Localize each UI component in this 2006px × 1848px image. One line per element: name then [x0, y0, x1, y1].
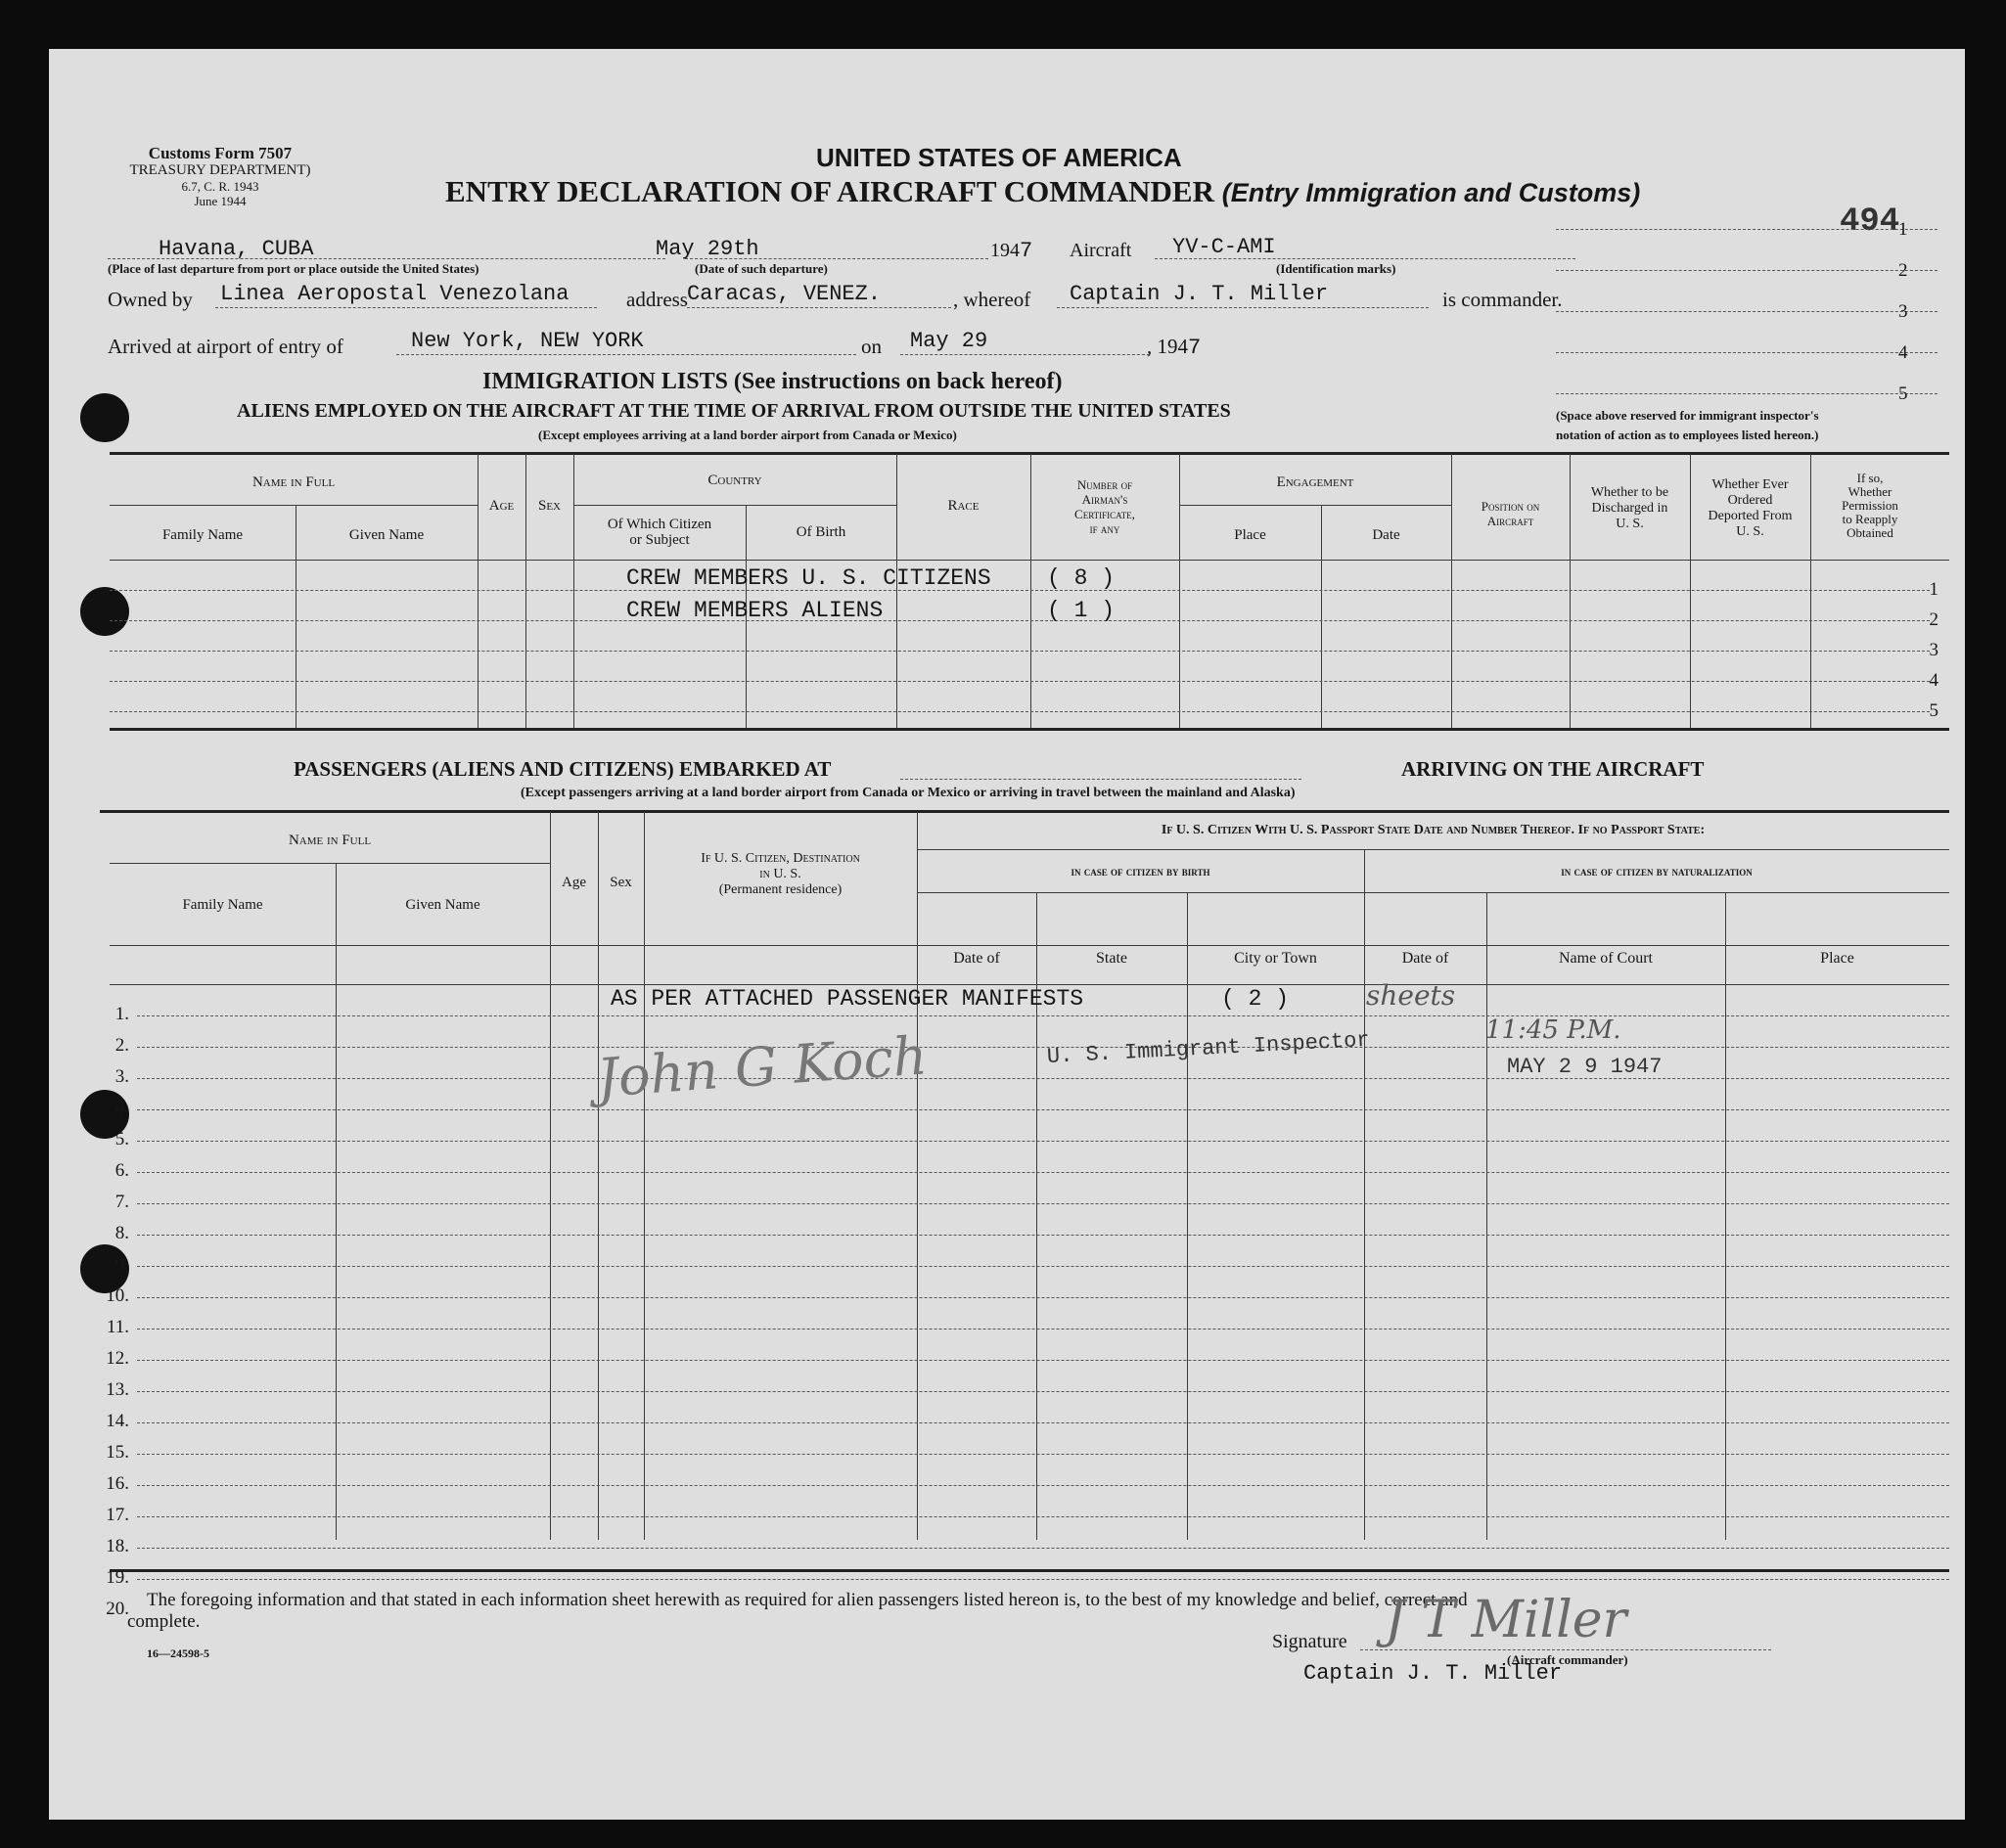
crew-row-3: 3 — [1929, 640, 1938, 660]
declaration-title — [445, 176, 1640, 206]
passenger-row-line — [137, 1266, 1949, 1267]
immigration-note: (Except employees arriving at a land border airport from Canada or Mexico) — [538, 428, 957, 442]
commander-suffix: is commander. — [1442, 288, 1563, 311]
passenger-row-line — [137, 1297, 1949, 1298]
pax-col-family: Family Name — [182, 897, 263, 913]
pax-col-given: Given Name — [405, 897, 480, 913]
passengers-note: (Except passengers arriving at a land border airport from Canada or Mexico or arriving in travel between the mainland and Alaska) — [521, 786, 1296, 800]
crew-col-airman-cert — [1030, 477, 1179, 536]
notation-line-3: 3 — [1898, 301, 1908, 322]
arrival-year-suffix: 7 — [1188, 336, 1202, 360]
declaration-main: ENTRY DECLARATION OF AIRCRAFT COMMANDER — [445, 174, 1214, 208]
crew-col-discharged-2: Discharged in — [1591, 501, 1668, 516]
immigration-subheading: ALIENS EMPLOYED ON THE AIRCRAFT AT THE TIME OF ARRIVAL FROM OUTSIDE THE UNITED STATES — [237, 400, 1231, 422]
document-page — [49, 49, 1965, 1820]
crew-col-position — [1451, 499, 1570, 528]
arrival-label: Arrived at airport of entry of — [108, 335, 343, 358]
form-regulation: 6.7, C. R. 1943 — [181, 179, 259, 194]
crew-col-sex: Sex — [537, 498, 561, 514]
footer-declaration: The foregoing information and that stated in each information sheet herewith as required for alien passengers listed hereon is, to the best of my knowledge and belief, correct and — [147, 1590, 1468, 1610]
notation-note-1: (Space above reserved for immigrant inspector's — [1556, 408, 1819, 423]
commander-signature: J T Miller — [1385, 1591, 1627, 1649]
arrival-on-label: on — [861, 335, 882, 358]
crew-col-airman-cert-3: Certificate, — [1074, 507, 1135, 521]
passenger-row-line — [137, 1485, 1949, 1486]
crew-col-deported — [1690, 477, 1810, 540]
crew-col-eng-place: Place — [1234, 527, 1266, 543]
crew-col-engagement: Engagement — [1276, 474, 1354, 490]
crew-entry-aliens: CREW MEMBERS ALIENS — [626, 598, 884, 623]
owner-address: Caracas, VENEZ. — [687, 282, 882, 306]
owner-name: Linea Aeropostal Venezolana — [220, 282, 570, 306]
passenger-row-line — [137, 1203, 1949, 1204]
pax-row-19: 19. — [106, 1567, 129, 1588]
pax-row-9: 9. — [114, 1254, 129, 1275]
crew-col-country: Country — [707, 473, 762, 488]
crew-row-1: 1 — [1929, 579, 1938, 600]
passenger-row-line — [137, 1391, 1949, 1392]
notation-line-2: 2 — [1898, 260, 1908, 281]
country-title: UNITED STATES OF AMERICA — [816, 143, 1182, 172]
aircraft-caption: (Identification marks) — [1276, 261, 1396, 276]
pax-col-passport-note: If U. S. Citizen With U. S. Passport State Date and Number Thereof. If no Passport State: — [1161, 823, 1706, 837]
manifest-sheets-count: ( 2 ) — [1221, 986, 1290, 1012]
footer-declaration-end: complete. — [127, 1611, 201, 1632]
crew-col-eng-date: Date — [1372, 527, 1400, 543]
print-code: 16—24598-5 — [147, 1646, 209, 1660]
crew-col-discharged-1: Whether to be — [1590, 485, 1669, 500]
departure-date-caption: (Date of such departure) — [695, 261, 828, 276]
departure-place-caption: (Place of last departure from port or place outside the United States) — [108, 261, 479, 276]
manifest-line: AS PER ATTACHED PASSENGER MANIFESTS — [611, 986, 1084, 1012]
form-number: Customs Form 7507 — [148, 144, 293, 162]
owned-by-label: Owned by — [108, 288, 193, 311]
notation-line-5: 5 — [1898, 383, 1908, 404]
crew-col-position-2: Aircraft — [1486, 514, 1534, 528]
notation-line-1: 1 — [1898, 219, 1908, 240]
pax-row-18: 18. — [106, 1536, 129, 1556]
departure-year-suffix: 7 — [1020, 239, 1033, 263]
crew-col-race: Race — [947, 498, 980, 514]
crew-col-age: Age — [488, 498, 515, 514]
pax-row-2: 2. — [114, 1035, 129, 1056]
pax-row-8: 8. — [114, 1223, 129, 1243]
departure-year-prefix: 194 — [990, 240, 1020, 261]
pax-col-place: Place — [1820, 950, 1854, 967]
pax-row-10: 10. — [106, 1285, 129, 1306]
pax-row-1: 1. — [114, 1004, 129, 1024]
whereof-label: , whereof — [953, 288, 1031, 311]
immigration-heading: IMMIGRATION LISTS (See instructions on back hereof) — [482, 369, 1063, 394]
pax-col-date-of: Date of — [953, 950, 1000, 967]
passenger-row-line — [137, 1329, 1949, 1330]
crew-col-reapply — [1810, 472, 1930, 540]
pax-row-6: 6. — [114, 1160, 129, 1181]
pax-col-court: Name of Court — [1559, 950, 1653, 967]
crew-col-reapply-2: Whether — [1847, 484, 1892, 499]
crew-col-airman-cert-4: if any — [1089, 521, 1120, 536]
pax-col-name: Name in Full — [288, 833, 372, 848]
pax-row-14: 14. — [106, 1411, 129, 1431]
crew-col-family: Family Name — [161, 527, 244, 543]
passenger-row-line — [137, 1078, 1949, 1079]
crew-col-name: Name in Full — [251, 474, 336, 490]
crew-entry-citizens: CREW MEMBERS U. S. CITIZENS — [626, 565, 991, 591]
crew-col-deported-2: Ordered — [1727, 493, 1773, 508]
pax-col-by-naturalization: in case of citizen by naturalization — [1561, 864, 1753, 879]
form-department: TREASURY DEPARTMENT) — [129, 162, 311, 178]
passenger-row-line — [137, 1172, 1949, 1173]
pax-row-4: 4. — [114, 1098, 129, 1118]
arrival-airport: New York, NEW YORK — [411, 329, 644, 353]
passenger-row-line — [137, 1235, 1949, 1236]
arrival-year-prefix: , 194 — [1147, 335, 1188, 358]
departure-date: May 29th — [656, 237, 759, 261]
passengers-heading-right: ARRIVING ON THE AIRCRAFT — [1401, 757, 1705, 781]
stamp-time: 11:45 P.M. — [1485, 1015, 1621, 1045]
crew-col-deported-1: Whether Ever — [1711, 477, 1789, 492]
pax-row-3: 3. — [114, 1066, 129, 1087]
arrival-year — [1147, 337, 1201, 359]
crew-col-airman-cert-2: Airman's — [1081, 492, 1128, 507]
crew-col-airman-cert-1: Number of — [1076, 477, 1133, 492]
pax-row-12: 12. — [106, 1348, 129, 1369]
crew-col-citizen-of-1: Of Which Citizen — [607, 517, 712, 532]
passenger-row-line — [137, 1516, 1949, 1517]
arrival-date: May 29 — [910, 329, 988, 353]
notation-note-2: notation of action as to employees listed hereon.) — [1556, 428, 1819, 442]
form-date: June 1944 — [194, 194, 247, 208]
passenger-row-line — [137, 1454, 1949, 1455]
passenger-row-line — [137, 1047, 1949, 1048]
punch-hole-2 — [80, 587, 129, 636]
crew-row-4: 4 — [1929, 670, 1938, 691]
crew-col-given: Given Name — [348, 527, 425, 543]
crew-row-5: 5 — [1929, 700, 1938, 721]
passenger-row-line — [137, 1015, 1949, 1016]
crew-col-reapply-4: to Reapply — [1842, 512, 1898, 526]
crew-col-citizen-of-2: or Subject — [629, 532, 690, 548]
departure-year — [990, 241, 1032, 262]
crew-col-position-1: Position on — [1481, 499, 1540, 514]
passenger-row-line — [137, 1360, 1949, 1361]
pax-row-17: 17. — [106, 1505, 129, 1525]
pax-col-date-of-2: Date of — [1401, 950, 1449, 967]
crew-col-discharged — [1570, 485, 1690, 532]
punch-hole-1 — [80, 393, 129, 442]
crew-col-of-birth: Of Birth — [796, 524, 846, 540]
passenger-row-line — [137, 1579, 1949, 1580]
crew-entry-aliens-count: ( 1 ) — [1047, 598, 1116, 623]
inspector-signature: John G Koch — [595, 1024, 930, 1109]
signature-label: Signature — [1272, 1631, 1347, 1652]
pax-col-city: City or Town — [1234, 950, 1317, 967]
typed-commander-name: Captain J. T. Miller — [1303, 1661, 1563, 1686]
passengers-heading-left: PASSENGERS (ALIENS AND CITIZENS) EMBARKED AT — [294, 757, 832, 781]
pax-row-5: 5. — [114, 1129, 129, 1149]
crew-col-deported-4: U. S. — [1736, 524, 1764, 539]
declaration-sub: (Entry Immigration and Customs) — [1221, 178, 1641, 207]
pax-row-13: 13. — [106, 1379, 129, 1400]
passenger-row-line — [137, 1109, 1949, 1110]
crew-entry-citizens-count: ( 8 ) — [1047, 565, 1116, 591]
pax-col-state: State — [1096, 950, 1127, 967]
commander-name: Captain J. T. Miller — [1070, 282, 1329, 306]
pax-col-sex: Sex — [610, 875, 632, 890]
pax-col-destination-2: in U. S. — [759, 867, 801, 881]
aircraft-marks: YV-C-AMI — [1172, 235, 1276, 259]
passenger-row-line — [137, 1548, 1949, 1549]
notation-line-4: 4 — [1898, 342, 1908, 363]
stamp-date: MAY 2 9 1947 — [1507, 1055, 1663, 1079]
crew-col-deported-3: Deported From — [1708, 509, 1793, 523]
pax-row-15: 15. — [106, 1442, 129, 1463]
pax-col-destination-3: (Permanent residence) — [718, 882, 843, 897]
pax-row-20: 20. — [106, 1599, 129, 1619]
pax-row-7: 7. — [114, 1192, 129, 1212]
manifest-sheets-word: sheets — [1366, 979, 1456, 1012]
crew-col-citizen-of — [573, 517, 746, 548]
aircraft-label: Aircraft — [1070, 240, 1132, 261]
crew-col-reapply-1: If so, — [1856, 471, 1884, 485]
pax-col-destination — [644, 851, 917, 898]
signature-caption: (Aircraft commander) — [1507, 1652, 1628, 1667]
pax-row-11: 11. — [106, 1317, 129, 1337]
crew-row-2: 2 — [1929, 609, 1938, 630]
address-label: address — [626, 288, 688, 311]
pax-col-by-birth: in case of citizen by birth — [1071, 864, 1210, 879]
passenger-row-line — [137, 1141, 1949, 1142]
crew-col-reapply-5: Obtained — [1846, 525, 1893, 540]
inspector-title: U. S. Immigrant Inspector — [1046, 1027, 1371, 1069]
pax-row-16: 16. — [106, 1473, 129, 1494]
form-id-block — [108, 145, 333, 207]
crew-col-discharged-3: U. S. — [1616, 517, 1644, 531]
pax-col-destination-1: If U. S. Citizen, Destination — [701, 851, 860, 866]
crew-col-reapply-3: Permission — [1842, 498, 1898, 513]
pax-col-age: Age — [562, 875, 586, 890]
passenger-row-line — [137, 1422, 1949, 1423]
departure-place: Havana, CUBA — [159, 237, 314, 261]
inspector-number: 494 — [1840, 203, 1900, 241]
